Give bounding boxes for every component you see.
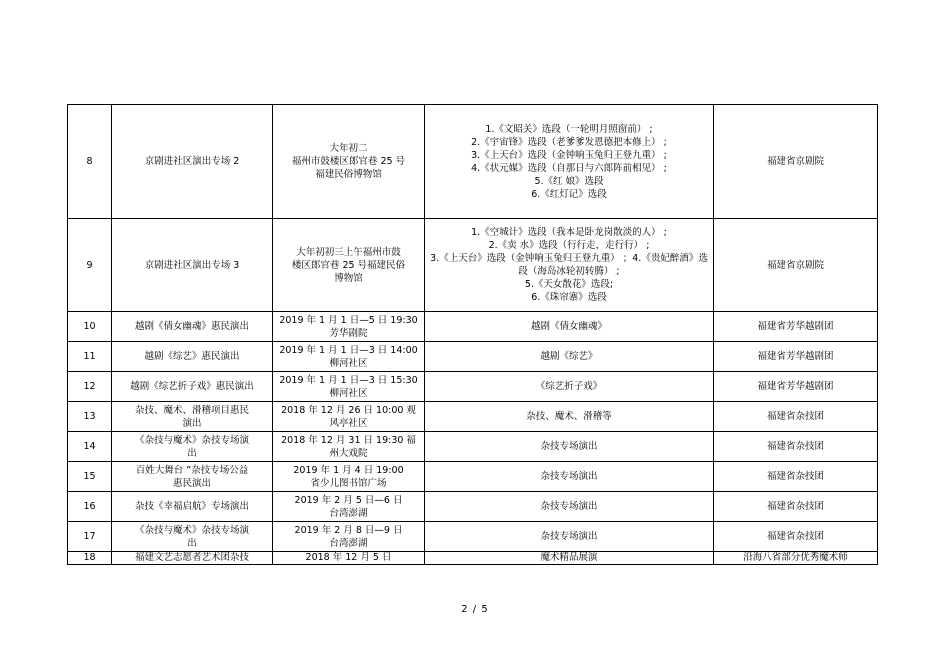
event-content: 杂技专场演出 (425, 462, 714, 492)
event-name: 福建文艺志愿者艺术团杂技 (112, 552, 273, 565)
event-time-venue: 2019 年 1 月 1 日—3 日 15:30 柳河社区 (273, 372, 425, 402)
organizer: 福建省京剧院 (714, 219, 878, 312)
page-number: 2 / 5 (461, 604, 489, 615)
organizer: 福建省杂技团 (714, 432, 878, 462)
event-time-venue: 2019 年 1 月 1 日—3 日 14:00 柳河社区 (273, 342, 425, 372)
organizer: 福建省芳华越剧团 (714, 312, 878, 342)
organizer: 福建省芳华越剧团 (714, 372, 878, 402)
event-time-venue: 2019 年 2 月 5 日—6 日 台湾澎湖 (273, 492, 425, 522)
event-content: 越剧《倩女幽魂》 (425, 312, 714, 342)
organizer: 福建省杂技团 (714, 462, 878, 492)
event-time-venue: 2018 年 12 月 5 日 (273, 552, 425, 565)
event-content: 杂技专场演出 (425, 492, 714, 522)
organizer: 福建省杂技团 (714, 492, 878, 522)
row-number: 13 (68, 402, 112, 432)
row-number: 16 (68, 492, 112, 522)
event-content: 1.《空城计》选段（我本是卧龙岗散淡的人） ; 2.《卖 水》选段（行行走，走行行） ; 3.《上天台》选段（金钟响玉兔归王登九重） ；4.《贵妃醉酒》选段（海岛冰轮初转腾） ; 5.《天女散花》选段; 6.《珠帘寨》选段 (425, 219, 714, 312)
table-row (68, 402, 878, 432)
event-content: 越剧《综艺》 (425, 342, 714, 372)
row-number: 10 (68, 312, 112, 342)
event-time-venue: 大年初初三上午福州市鼓 楼区郎官巷 25 号福建民俗 博物馆 (273, 219, 425, 312)
organizer: 福建省芳华越剧团 (714, 342, 878, 372)
table-row (68, 552, 878, 565)
event-name: 京剧进社区演出专场 2 (112, 105, 273, 219)
row-number: 9 (68, 219, 112, 312)
table-row (68, 219, 878, 312)
event-name: 杂技、魔术、滑稽项目惠民 演出 (112, 402, 273, 432)
row-number: 18 (68, 552, 112, 565)
event-name: 越剧《倩女幽魂》惠民演出 (112, 312, 273, 342)
event-content: 杂技、魔术、滑稽等 (425, 402, 714, 432)
event-time-venue: 2018 年 12 月 26 日 10:00 观 风亭社区 (273, 402, 425, 432)
table-row (68, 312, 878, 342)
organizer: 福建省京剧院 (714, 105, 878, 219)
event-time-venue: 2018 年 12 月 31 日 19:30 福 州大戏院 (273, 432, 425, 462)
row-number: 14 (68, 432, 112, 462)
row-number: 8 (68, 105, 112, 219)
event-time-venue: 2019 年 1 月 4 日 19:00 省少儿图书馆广场 (273, 462, 425, 492)
event-content: 杂技专场演出 (425, 432, 714, 462)
organizer: 福建省杂技团 (714, 522, 878, 552)
event-time-venue: 2019 年 1 月 1 日—5 日 19:30 芳华剧院 (273, 312, 425, 342)
row-number: 11 (68, 342, 112, 372)
event-time-venue: 2019 年 2 月 8 日—9 日 台湾澎湖 (273, 522, 425, 552)
row-number: 15 (68, 462, 112, 492)
table-row (68, 372, 878, 402)
event-name: 越剧《综艺折子戏》惠民演出 (112, 372, 273, 402)
event-time-venue: 大年初二 福州市鼓楼区郎官巷 25 号 福建民俗博物馆 (273, 105, 425, 219)
event-name: 越剧《综艺》惠民演出 (112, 342, 273, 372)
table-row (68, 105, 878, 219)
table-row (68, 342, 878, 372)
table-row (68, 432, 878, 462)
table-row (68, 492, 878, 522)
organizer: 福建省杂技团 (714, 402, 878, 432)
event-content: 1.《文昭关》选段（一轮明月照窗前） ; 2.《宇宙锋》选段（老爹爹发恩德把本修上） ; 3.《上天台》选段（金钟响玉兔归王登九重） ; 4.《状元媒》选段（自那日与六郎阵前相见） ; 5.《红 娘》选段 6.《红灯记》选段 (425, 105, 714, 219)
event-content: 《综艺折子戏》 (425, 372, 714, 402)
table-row (68, 522, 878, 552)
event-name: 《杂技与魔术》杂技专场演 出 (112, 522, 273, 552)
organizer: 沿海八省部分优秀魔术师 (714, 552, 878, 565)
event-content: 魔术精品展演 (425, 552, 714, 565)
event-name: 《杂技与魔术》杂技专场演 出 (112, 432, 273, 462)
performance-schedule-table (67, 104, 878, 565)
row-number: 17 (68, 522, 112, 552)
event-content: 杂技专场演出 (425, 522, 714, 552)
event-name: 京剧进社区演出专场 3 (112, 219, 273, 312)
event-name: 杂技《幸福启航》专场演出 (112, 492, 273, 522)
table-row (68, 462, 878, 492)
row-number: 12 (68, 372, 112, 402)
event-name: 百姓大舞台 ”杂技专场公益 惠民演出 (112, 462, 273, 492)
